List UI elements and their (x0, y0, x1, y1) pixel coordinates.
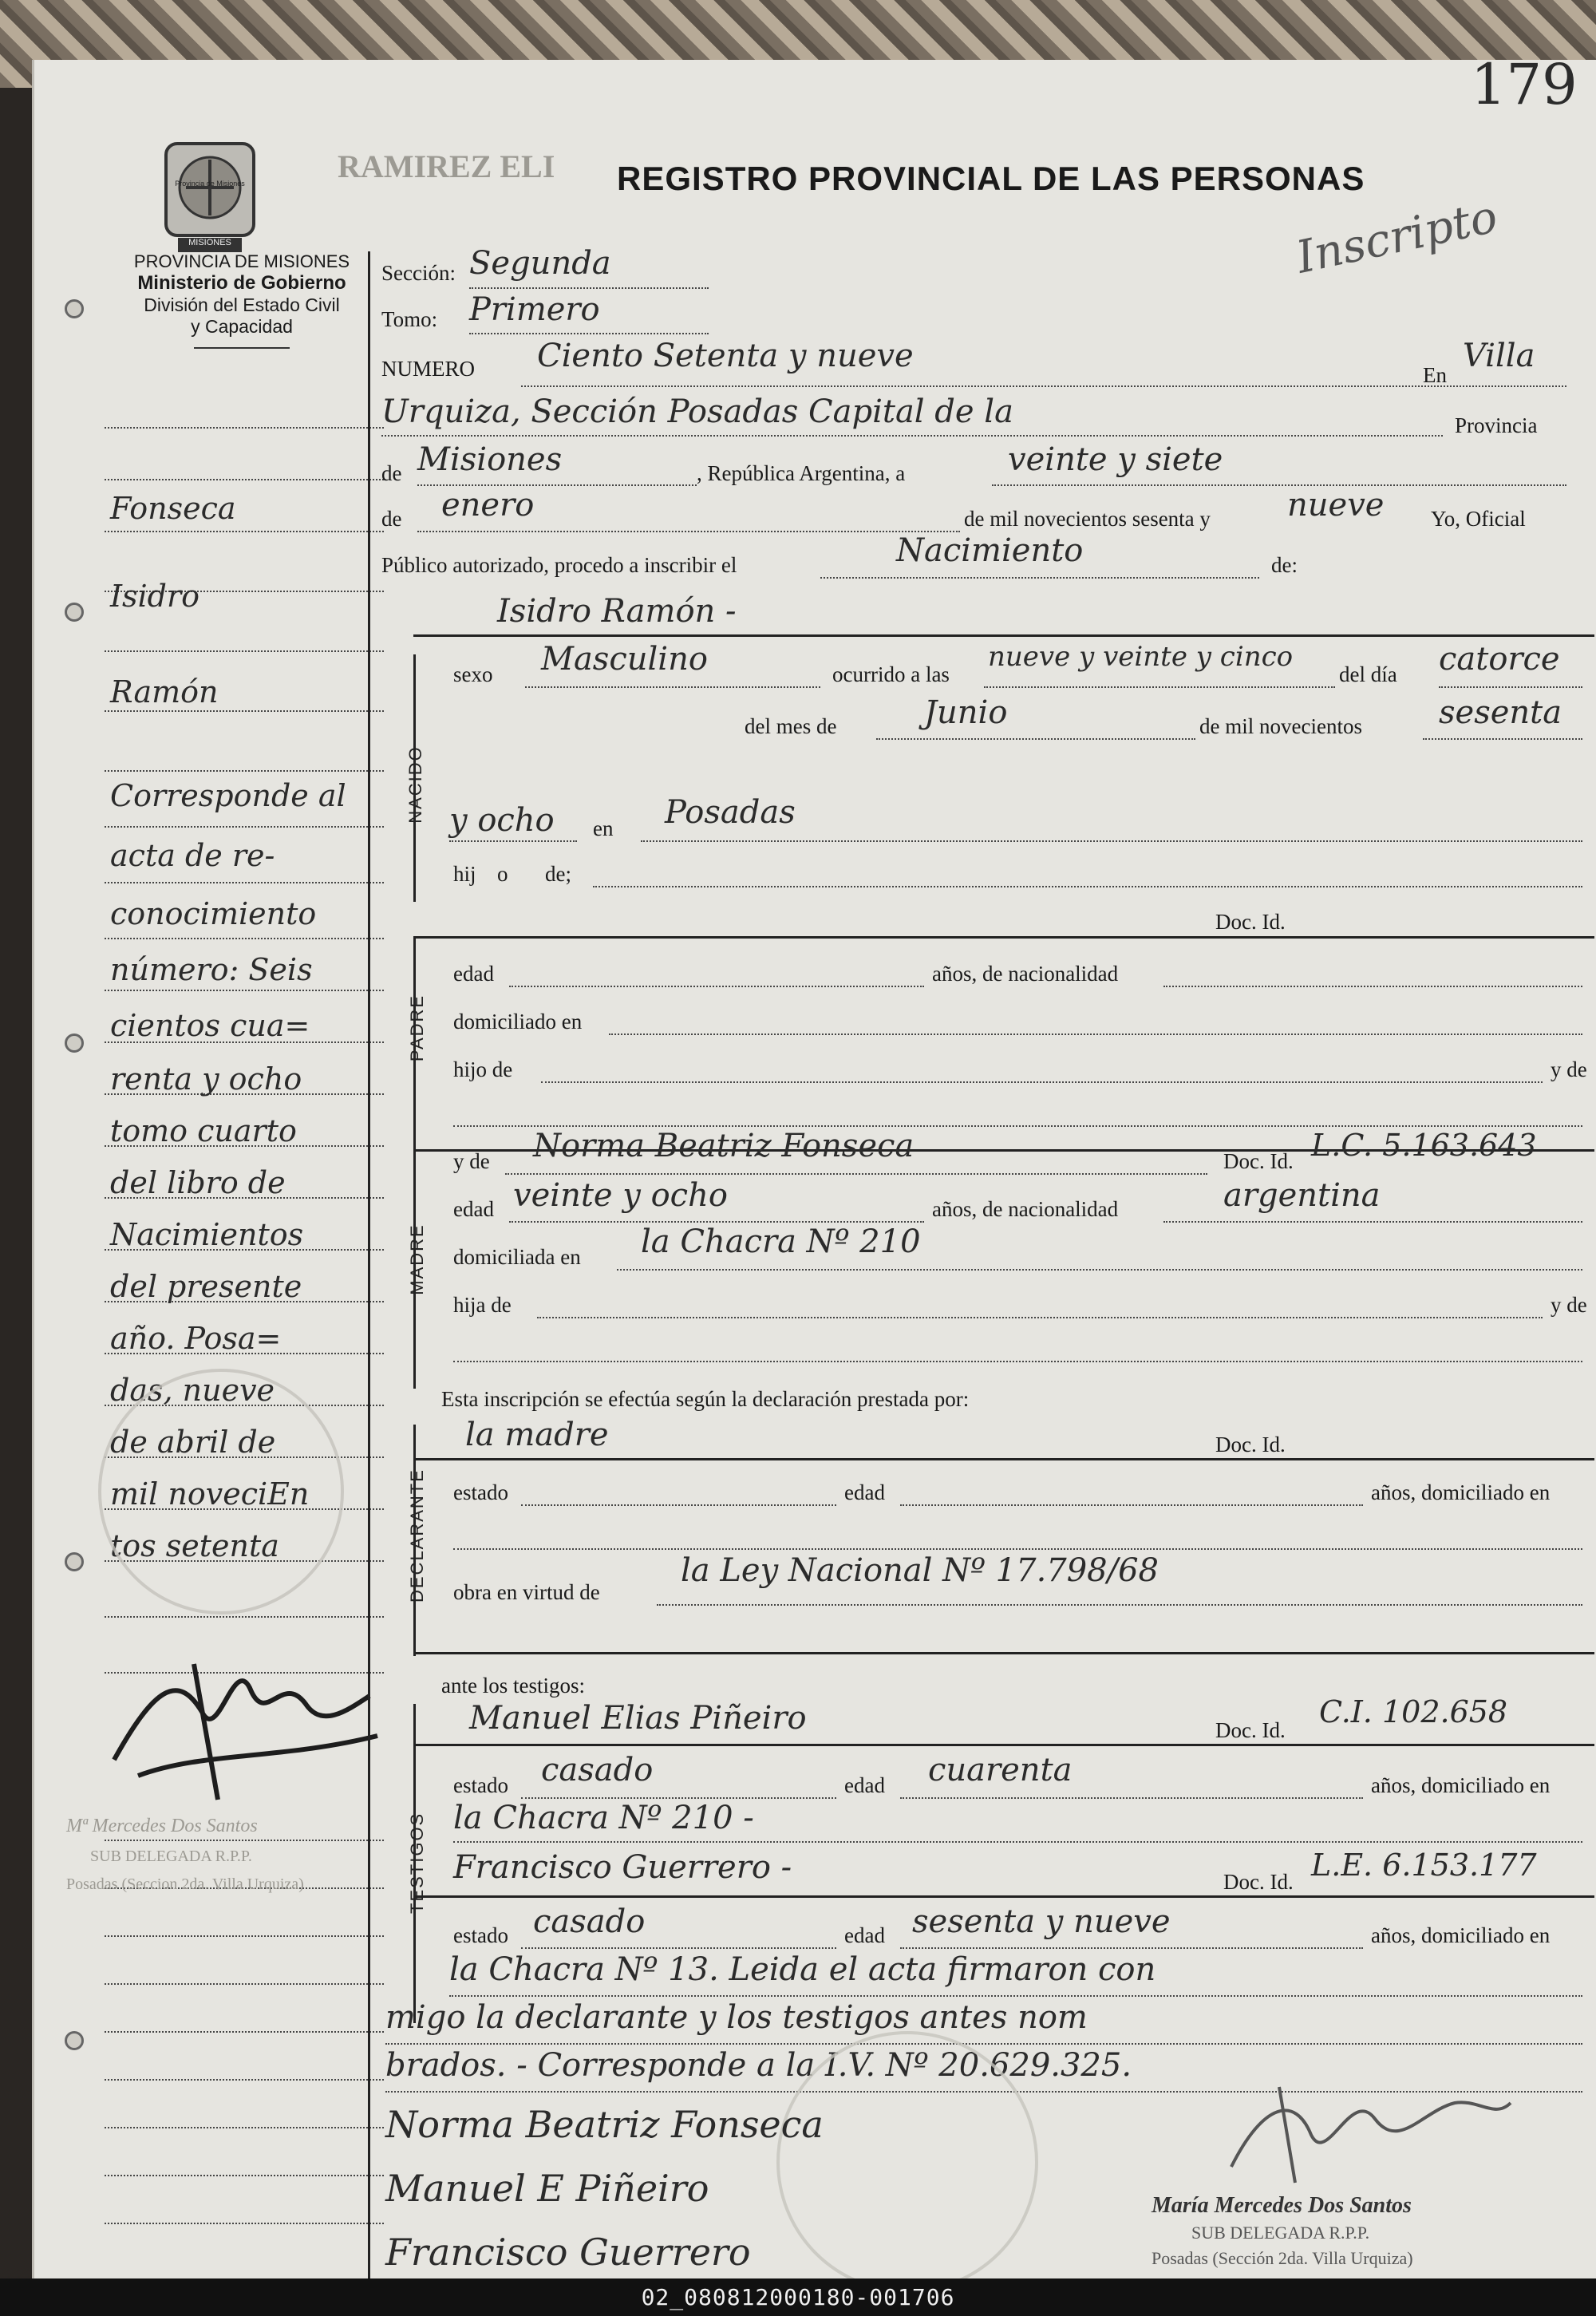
seal-text: Provincia de Misiones (175, 180, 245, 188)
label-y-de-madre2: y de (1551, 1293, 1587, 1317)
label-anos-nac-padre: años, de nacionalidad (932, 962, 1119, 986)
registry-page (32, 52, 1596, 2278)
margin-note: das, nueve (110, 1373, 275, 1408)
bottom-stamp-line3: Posadas (Sección 2da. Villa Urquiza) (1152, 2248, 1413, 2268)
inscripto-annotation: Inscripto (1292, 191, 1503, 284)
margin-stamp-line1: Mª Mercedes Dos Santos (66, 1816, 258, 1836)
label-edad-testigo1: edad (844, 1773, 885, 1797)
label-seccion: Sección: (381, 261, 456, 285)
label-mil-nov2: de mil novecientos (1199, 714, 1362, 738)
value-anio: nueve (1287, 487, 1385, 524)
signature-2: Manuel E Piñeiro (385, 2167, 709, 2210)
margin-header-line1: PROVINCIA DE MISIONES (133, 251, 350, 271)
value-hora: nueve y veinte y cinco (988, 641, 1294, 673)
margin-note: Fonseca (110, 491, 236, 526)
margin-note: Nacimientos (110, 1217, 304, 1252)
document-title: REGISTRO PROVINCIAL DE LAS PERSONAS (617, 160, 1365, 197)
value-testigo2-estado: casado (533, 1903, 646, 1940)
margin-note: del presente (110, 1269, 302, 1304)
value-anio-nac: sesenta (1439, 694, 1562, 731)
value-testigo2: Francisco Guerrero - (453, 1849, 792, 1886)
value-en-place: Villa (1463, 338, 1535, 374)
value-testigo1-doc: C.I. 102.658 (1319, 1694, 1508, 1729)
bottom-stamp-line2: SUB DELEGADA R.P.P. (1191, 2223, 1370, 2243)
label-esta-inscripcion: Esta inscripción se efectúa según la declaración prestada por: (441, 1387, 970, 1411)
label-hija-de: hija de (453, 1293, 512, 1317)
margin-note: tos setenta (110, 1528, 279, 1563)
margin-note: Isidro (110, 579, 200, 614)
value-provincia: Misiones (417, 441, 563, 478)
signature-3: Francisco Guerrero (385, 2231, 751, 2274)
label-edad-madre: edad (453, 1197, 494, 1221)
closing-line-2: migo la declarante y los testigos antes nom (385, 1999, 1088, 2036)
margin-note: mil noveciEn (110, 1476, 310, 1512)
margin-note: año. Posa= (110, 1321, 282, 1356)
label-domiciliado-padre: domiciliado en (453, 1010, 583, 1034)
label-domiciliada: domiciliada en (453, 1245, 581, 1269)
label-mil-novecientos: de mil novecientos sesenta y (964, 507, 1211, 531)
label-nacido: NACIDO (405, 745, 425, 824)
value-lugar: Posadas (665, 794, 796, 831)
value-madre-edad: veinte y ocho (513, 1177, 728, 1214)
value-madre-nombre: Norma Beatriz Fonseca (533, 1128, 915, 1164)
value-testigo1: Manuel Elias Piñeiro (469, 1700, 807, 1737)
margin-header-line2: Ministerio de Gobierno (137, 272, 346, 294)
margin-note: de abril de (110, 1425, 276, 1460)
value-madre-doc: L.C. 5.163.643 (1311, 1128, 1537, 1163)
value-ley: la Ley Nacional Nº 17.798/68 (681, 1552, 1159, 1589)
label-y-de-padre: y de (1551, 1057, 1587, 1081)
value-madre-dom: la Chacra Nº 210 (641, 1223, 921, 1260)
label-declarante: DECLARANTE (407, 1468, 427, 1603)
label-hijo-de: hijo de (453, 1057, 513, 1081)
value-fecha-mes: enero (441, 487, 535, 524)
label-doc-id-nacido: Doc. Id. (1215, 910, 1286, 934)
margin-note: Ramón (110, 674, 219, 709)
label-estado-testigo1: estado (453, 1773, 508, 1797)
label-edad-testigo2: edad (844, 1923, 885, 1947)
label-en: En (1423, 363, 1447, 387)
value-dia: catorce (1439, 641, 1560, 678)
label-doc-id-madre: Doc. Id. (1223, 1149, 1294, 1173)
label-anos-dom-declarante: años, domiciliado en (1371, 1480, 1551, 1504)
label-de: de (381, 461, 402, 485)
value-declarante: la madre (465, 1417, 609, 1453)
margin-note: número: Seis (110, 952, 313, 987)
label-doc-id-testigo2: Doc. Id. (1223, 1870, 1294, 1894)
faded-heading: RAMIREZ ELI (338, 148, 555, 184)
margin-signature (106, 1640, 393, 1820)
label-republica: , República Argentina, a (697, 461, 906, 485)
value-place-line: Urquiza, Sección Posadas Capital de la (381, 393, 1013, 430)
label-ante-testigos: ante los testigos: (441, 1674, 585, 1697)
label-de2: de (381, 507, 402, 531)
label-doc-id-declarante: Doc. Id. (1215, 1433, 1286, 1456)
margin-note: cientos cua= (110, 1008, 310, 1043)
label-tomo: Tomo: (381, 307, 438, 331)
image-filename-caption: 02_080812000180-001706 (0, 2278, 1596, 2316)
label-del-mes: del mes de (745, 714, 837, 738)
value-testigo2-edad: sesenta y nueve (912, 1903, 1171, 1940)
value-sexo: Masculino (541, 641, 708, 678)
value-madre-nac: argentina (1223, 1177, 1381, 1214)
value-numero: Ciento Setenta y nueve (537, 338, 914, 374)
label-madre: MADRE (407, 1223, 427, 1295)
main-column-divider (368, 251, 370, 2278)
label-testigos: TESTIGOS (407, 1812, 427, 1914)
label-anos-dom-testigo2: años, domiciliado en (1371, 1923, 1551, 1947)
label-de-semi: de; (545, 862, 571, 886)
label-doc-id-testigo1: Doc. Id. (1215, 1718, 1286, 1742)
value-testigo1-estado: casado (541, 1752, 654, 1788)
value-fecha-dia: veinte y siete (1008, 441, 1223, 478)
label-de-colon: de: (1271, 553, 1298, 577)
margin-header (82, 251, 401, 349)
margin-note: Corresponde al (110, 778, 346, 813)
label-obra: obra en virtud de (453, 1580, 600, 1604)
label-edad-declarante: edad (844, 1480, 885, 1504)
binding-holes (65, 156, 69, 2310)
label-hij: hij (453, 862, 476, 886)
margin-note: conocimiento (110, 896, 317, 931)
signature-1: Norma Beatriz Fonseca (385, 2103, 824, 2146)
label-anos-nac-madre: años, de nacionalidad (932, 1197, 1119, 1221)
label-padre: PADRE (407, 994, 427, 1062)
value-nombre: Isidro Ramón - (497, 593, 737, 630)
official-signature (1215, 2071, 1519, 2195)
seal-caption: MISIONES (188, 238, 231, 247)
label-ocurrido: ocurrido a las (832, 662, 950, 686)
value-anio-nac2: y ocho (449, 802, 555, 839)
value-testigo1-dom: la Chacra Nº 210 - (453, 1800, 754, 1836)
value-tomo: Primero (469, 291, 600, 328)
page-number: 179 (1471, 52, 1578, 117)
margin-header-line4: y Capacidad (191, 316, 293, 337)
label-estado-testigo2: estado (453, 1923, 508, 1947)
value-hij-suffix: o (497, 862, 508, 886)
label-en2: en (593, 816, 614, 840)
province-seal (154, 136, 266, 255)
closing-line-3: brados. - Corresponde a la I.V. Nº 20.629.325. (385, 2047, 1132, 2084)
margin-note: tomo cuarto (110, 1113, 297, 1148)
margin-note: del libro de (110, 1165, 286, 1200)
margin-note: acta de re- (110, 838, 275, 873)
label-edad-padre: edad (453, 962, 494, 986)
label-sexo: sexo (453, 662, 493, 686)
margin-stamp-line3: Posadas (Seccion 2da. Villa Urquiza) (66, 1875, 304, 1893)
margin-note: renta y ocho (110, 1061, 302, 1097)
value-testigo1-edad: cuarenta (928, 1752, 1073, 1788)
margin-header-line3: División del Estado Civil (144, 294, 340, 315)
label-del-dia: del día (1339, 662, 1397, 686)
value-acto: Nacimiento (896, 532, 1084, 569)
label-anos-dom-testigo1: años, domiciliado en (1371, 1773, 1551, 1797)
bottom-circular-stamp (776, 2031, 1038, 2293)
value-testigo2-doc: L.E. 6.153.177 (1311, 1848, 1537, 1883)
bottom-stamp-line1: María Mercedes Dos Santos (1152, 2193, 1412, 2218)
label-numero: NUMERO (381, 357, 476, 381)
label-estado-declarante: estado (453, 1480, 508, 1504)
value-mes: Junio (924, 694, 1008, 731)
margin-circular-stamp (98, 1369, 344, 1614)
label-yo-oficial: Yo, Oficial (1431, 507, 1526, 531)
value-seccion: Segunda (469, 245, 611, 282)
label-publico: Público autorizado, procedo a inscribir el (381, 553, 737, 577)
label-provincia: Provincia (1455, 413, 1538, 437)
label-y-de-madre: y de (453, 1149, 490, 1173)
margin-stamp-line2: SUB DELEGADA R.P.P. (90, 1848, 252, 1865)
closing-line-1: la Chacra Nº 13. Leida el acta firmaron con (449, 1951, 1156, 1988)
